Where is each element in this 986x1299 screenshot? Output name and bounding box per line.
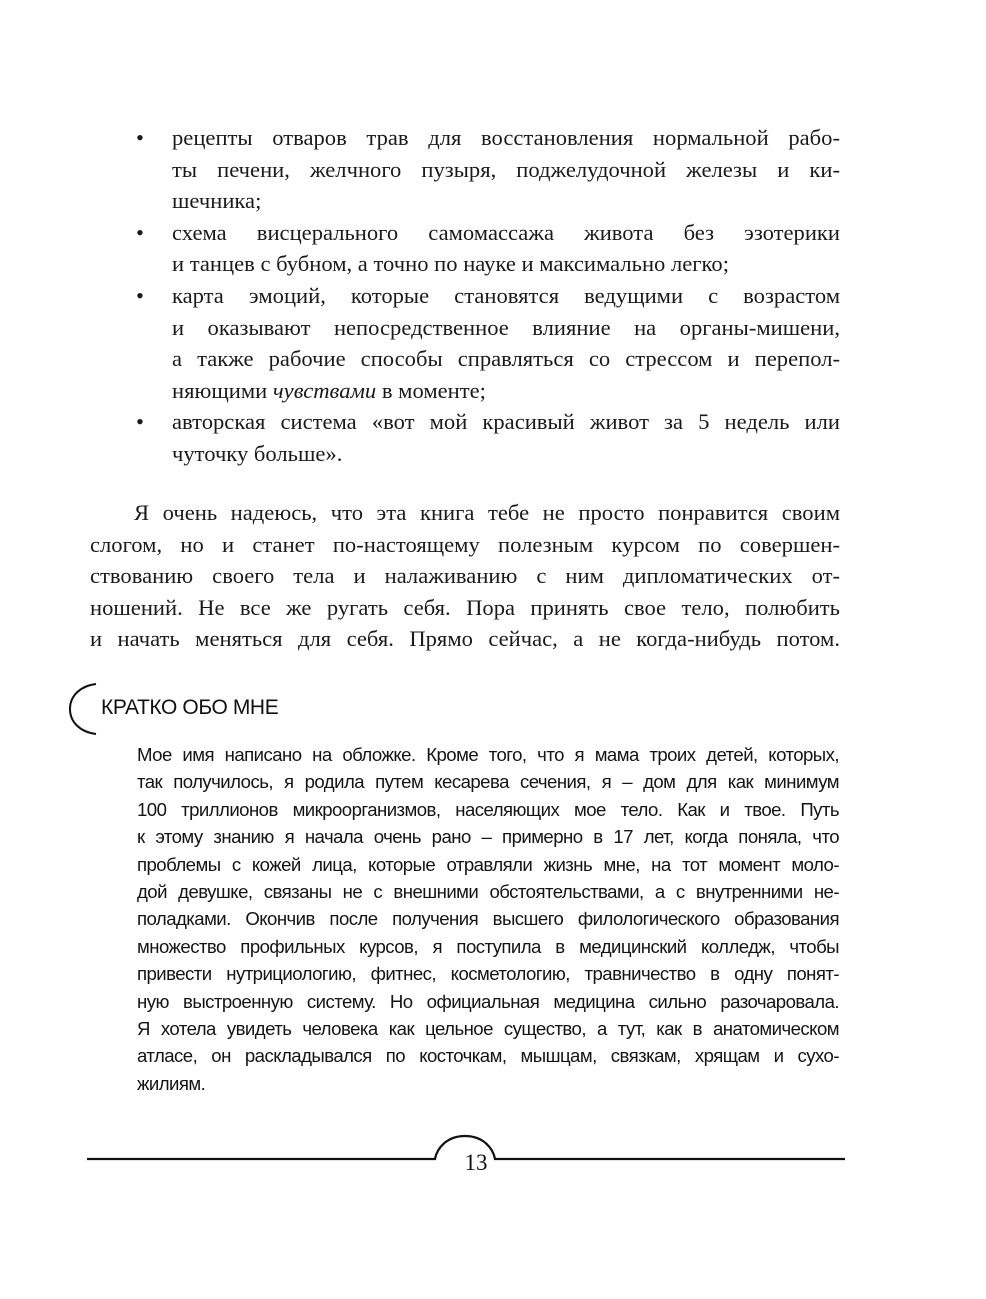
text-line: множество профильных курсов, я поступила в медицинский колледж, чтобы xyxy=(137,935,839,957)
text-line: проблемы с кожей лица, которые отравляли жизнь мне, на тот момент моло- xyxy=(137,853,839,875)
text-line: привести нутрициологию, фитнес, косметологию, травничество в одну понят- xyxy=(137,963,839,985)
text-line: карта эмоций, которые становятся ведущими с возрастом xyxy=(172,282,840,308)
feature-bullet-list xyxy=(136,122,840,470)
text-line: 100 триллионов микроорганизмов, населяющих мое тело. Как и твое. Путь xyxy=(137,798,839,820)
text-line: авторская система «вот мой красивый живот за 5 недель или xyxy=(172,409,840,435)
text-line: атласе, он раскладывался по косточкам, мышцам, связкам, хрящам и сухо- xyxy=(137,1045,839,1067)
bullet-icon: • xyxy=(136,409,144,435)
text-line: и танцев с бубном, а точно по науке и максимально легко; xyxy=(172,251,729,277)
bullet-item xyxy=(136,122,840,217)
text-line: поладками. Окончив после получения высшего филологического образования xyxy=(137,908,839,930)
text-line: Я очень надеюсь, что эта книга тебе не просто понравится своим xyxy=(134,500,840,525)
bullet-icon: • xyxy=(136,219,144,245)
text-line: Мое имя написано на обложке. Кроме того, что я мама троих детей, которых, xyxy=(137,744,839,765)
text-line: ты печени, желчного пузыря, поджелудочной железы и ки- xyxy=(172,156,840,182)
bullet-item xyxy=(136,217,840,280)
text-line: и оказывают непосредственное влияние на органы-мишени, xyxy=(172,314,840,340)
text-line: шечника; xyxy=(172,188,262,214)
body-paragraph xyxy=(90,497,840,655)
text-run: няющими xyxy=(172,377,273,403)
aside-heading: КРАТКО ОБО МНЕ xyxy=(101,696,279,719)
text-line: а также рабочие способы справляться со стрессом и перепол- xyxy=(172,346,840,372)
aside-body xyxy=(137,741,839,1097)
bullet-icon: • xyxy=(136,282,144,308)
page-footer xyxy=(85,1130,847,1180)
text-line: жилиям. xyxy=(137,1072,206,1094)
text-line: рецепты отваров трав для восстановления нормальной рабо- xyxy=(172,125,840,150)
page-number: 13 xyxy=(464,1150,488,1175)
text-line: так получилось, я родила путем кесарева сечения, я – дом для как минимум xyxy=(137,771,839,793)
text-line: ствованию своего тела и налаживанию с ним дипломатических от- xyxy=(90,563,840,589)
italic-emphasis: чувствами xyxy=(272,377,377,403)
text-line xyxy=(172,375,840,407)
text-run: в моменте; xyxy=(376,377,486,403)
text-line: ношений. Не все же ругать себя. Пора принять свое тело, полюбить xyxy=(90,594,840,620)
text-line: Я хотела увидеть человека как цельное существо, а тут, как в анатомическом xyxy=(137,1018,839,1040)
bullet-item xyxy=(136,280,840,406)
bullet-icon: • xyxy=(136,125,144,150)
text-line: ную выстроенную систему. Но официальная медицина сильно разочаровала. xyxy=(137,990,839,1012)
text-line: слогом, но и станет по-настоящему полезным курсом по совершен- xyxy=(90,531,840,557)
bullet-item xyxy=(136,406,840,469)
text-line: чуточку больше». xyxy=(172,440,343,466)
text-line: схема висцерального самомассажа живота без эзотерики xyxy=(172,219,840,245)
text-line: дой девушке, связаны не с внешними обстоятельствами, а с внутренними не- xyxy=(137,881,839,903)
text-line: и начать меняться для себя. Прямо сейчас, а не когда-нибудь потом. xyxy=(90,626,840,652)
text-line: к этому знанию я начала очень рано – примерно в 17 лет, когда поняла, что xyxy=(137,826,839,848)
